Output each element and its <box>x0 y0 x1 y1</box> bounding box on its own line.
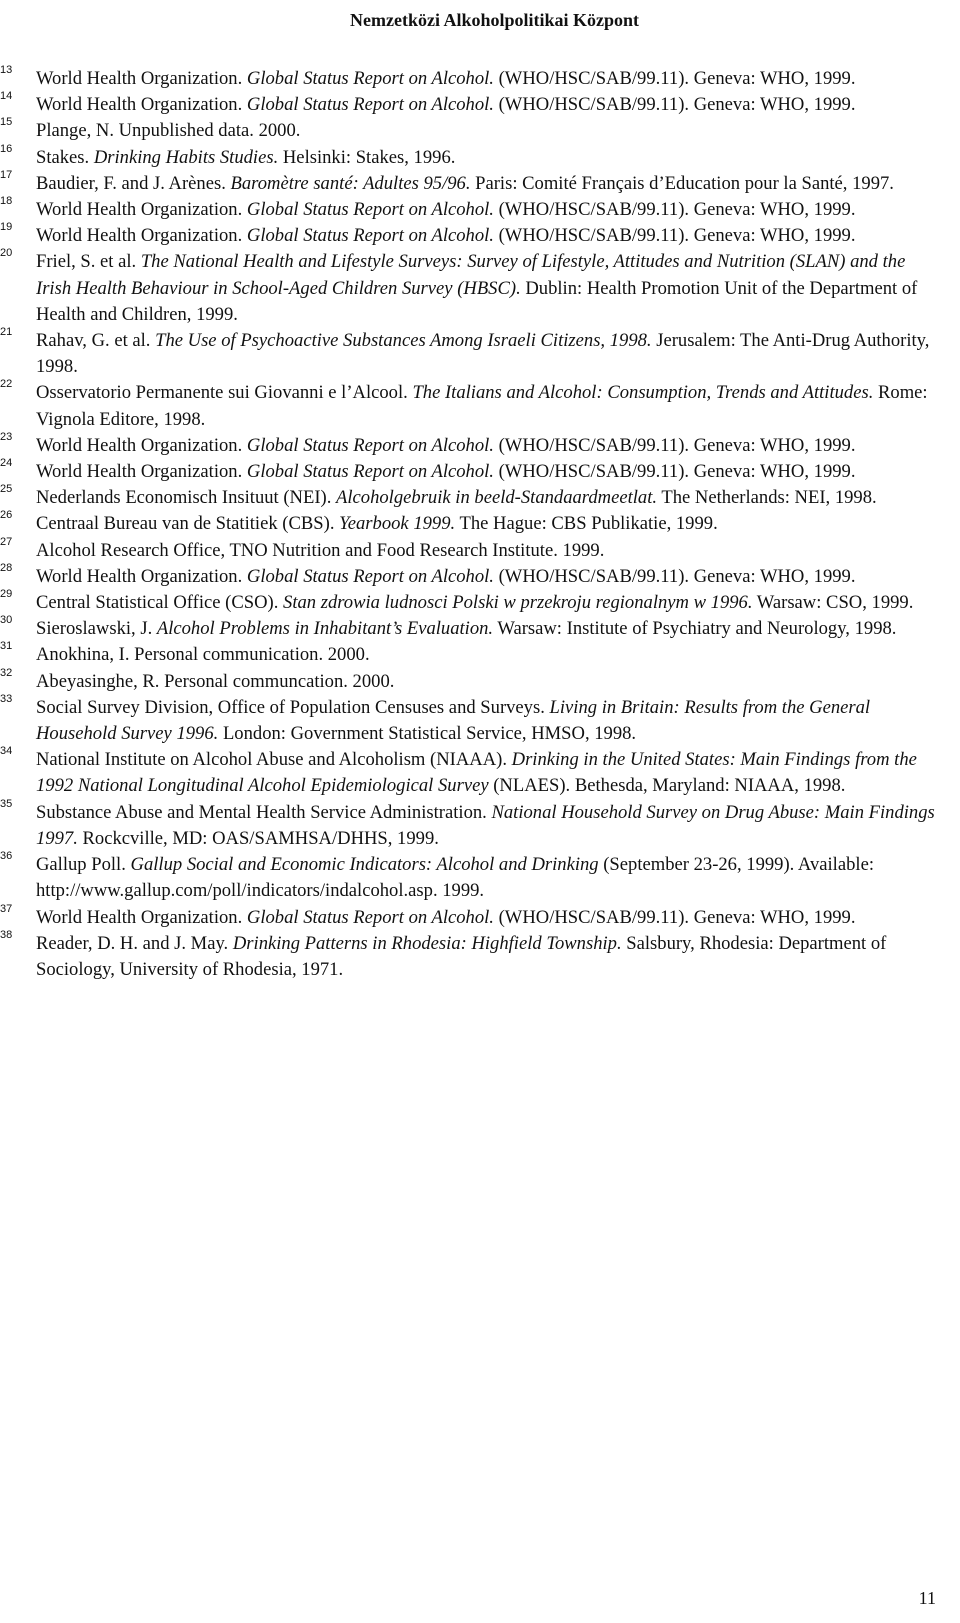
reference-segment: Osservatorio Permanente sui Giovanni e l’Alcool. <box>36 382 413 404</box>
reference-item <box>0 747 960 799</box>
reference-text <box>36 564 938 590</box>
reference-segment: Reader, D. H. and J. May. <box>36 932 233 954</box>
reference-segment: The Netherlands: NEI, 1998. <box>657 487 877 509</box>
reference-segment: World Health Organization. <box>36 199 247 221</box>
reference-segment: (NLAES). Bethesda, Maryland: NIAAA, 1998. <box>488 775 846 797</box>
reference-item <box>0 928 960 983</box>
reference-number: 19 <box>0 221 13 234</box>
reference-segment: Baudier, F. and J. Arènes. <box>36 172 231 194</box>
reference-text <box>36 92 938 118</box>
reference-item <box>0 118 960 144</box>
reference-number: 33 <box>0 692 13 705</box>
reference-text <box>36 852 938 904</box>
reference-number: 38 <box>0 928 13 941</box>
reference-segment: The Hague: CBS Publikatie, 1999. <box>455 513 718 535</box>
reference-text <box>36 145 938 171</box>
reference-title: Global Status Report on Alcohol. <box>246 68 494 89</box>
reference-title: Drinking in the United States: Main Findings from the 1992 National Longitudinal Alcohol Epidemiological Survey <box>36 749 917 797</box>
reference-title: Alcoholgebruik in beeld-Standaardmeetlat. <box>336 487 658 509</box>
reference-segment: World Health Organization. <box>36 461 247 483</box>
reference-number: 31 <box>0 640 13 653</box>
reference-text <box>36 695 938 747</box>
reference-number: 25 <box>0 483 13 496</box>
reference-text <box>36 223 938 249</box>
reference-number: 22 <box>0 378 13 391</box>
reference-segment: (September 23-26, 1999). Available: http://www.gallup.com/poll/indicators/indalcohol.asp. 1999. <box>36 854 874 902</box>
reference-segment: World Health Organization. <box>36 434 247 456</box>
reference-segment: (WHO/HSC/SAB/99.11). Geneva: WHO, 1999. <box>493 565 856 587</box>
reference-segment: (WHO/HSC/SAB/99.11). Geneva: WHO, 1999. <box>493 225 856 247</box>
reference-text <box>36 616 938 642</box>
reference-segment: Centraal Bureau van de Statitiek (CBS). <box>36 513 340 535</box>
reference-segment: (WHO/HSC/SAB/99.11). Geneva: WHO, 1999. <box>493 68 856 89</box>
reference-text <box>36 459 938 485</box>
reference-number: 36 <box>0 850 13 863</box>
reference-item <box>0 380 960 432</box>
reference-segment: (WHO/HSC/SAB/99.11). Geneva: WHO, 1999. <box>493 434 856 456</box>
reference-number: 29 <box>0 588 13 601</box>
reference-title: Drinking Patterns in Rhodesia: Highfield Township. <box>232 932 622 954</box>
reference-text <box>36 66 938 92</box>
reference-item <box>0 561 960 590</box>
reference-title: Drinking Habits Studies. <box>93 146 279 168</box>
reference-segment: (WHO/HSC/SAB/99.11). Geneva: WHO, 1999. <box>493 461 856 483</box>
reference-item <box>0 142 960 171</box>
reference-text <box>36 931 938 983</box>
reference-item <box>0 616 960 642</box>
reference-item <box>0 249 960 328</box>
reference-number: 15 <box>0 116 13 129</box>
reference-segment: World Health Organization. <box>36 68 247 89</box>
reference-item <box>0 197 960 223</box>
reference-text <box>36 511 938 537</box>
reference-segment: National Institute on Alcohol Abuse and Alcoholism (NIAAA). <box>36 749 512 771</box>
reference-title: Global Status Report on Alcohol. <box>246 434 494 456</box>
reference-item <box>0 797 960 852</box>
reference-number: 30 <box>0 614 13 627</box>
reference-number: 26 <box>0 509 13 522</box>
page-number: 11 <box>918 1588 936 1608</box>
header-title: Nemzetközi Alkoholpolitikai Központ <box>349 9 639 30</box>
reference-segment: Anokhina, I. Personal communication. 2000. <box>36 644 370 666</box>
reference-number: 23 <box>0 430 13 443</box>
reference-text <box>36 642 938 668</box>
reference-item <box>0 66 960 92</box>
reference-segment: Central Statistical Office (CSO). <box>36 592 284 614</box>
reference-number: 35 <box>0 797 13 810</box>
reference-segment: World Health Organization. <box>36 565 247 587</box>
reference-segment: World Health Organization. <box>36 906 247 928</box>
reference-title: Yearbook 1999. <box>339 513 456 535</box>
reference-segment: Rockcville, MD: OAS/SAMHSA/DHHS, 1999. <box>77 827 439 849</box>
reference-number: 18 <box>0 195 13 208</box>
reference-number: 34 <box>0 745 13 758</box>
reference-number: 17 <box>0 168 13 181</box>
reference-segment: Warsaw: Institute of Psychiatry and Neurology, 1998. <box>493 618 897 640</box>
reference-number: 21 <box>0 326 13 339</box>
reference-segment: Nederlands Economisch Insituut (NEI). <box>36 487 337 509</box>
reference-number: 37 <box>0 902 13 915</box>
reference-title: Alcohol Problems in Inhabitant’s Evaluation. <box>156 618 494 640</box>
reference-segment: Rahav, G. et al. <box>36 330 156 352</box>
reference-item <box>0 459 960 485</box>
reference-item <box>0 430 960 459</box>
reference-segment: (WHO/HSC/SAB/99.11). Geneva: WHO, 1999. <box>493 94 856 116</box>
reference-title: The Italians and Alcohol: Consumption, Trends and Attitudes. <box>412 382 874 404</box>
reference-number: 13 <box>0 64 13 76</box>
reference-segment: Warsaw: CSO, 1999. <box>752 592 914 614</box>
reference-item <box>0 666 960 695</box>
reference-title: Gallup Social and Economic Indicators: Alcohol and Drinking <box>130 854 599 876</box>
reference-text <box>36 433 938 459</box>
reference-segment: Sieroslawski, J. <box>36 618 157 640</box>
reference-text <box>36 669 938 695</box>
references-list <box>0 66 960 983</box>
reference-segment: Jerusalem: The Anti-Drug Authority, 1998. <box>36 330 930 378</box>
reference-item <box>0 328 960 380</box>
reference-segment: (WHO/HSC/SAB/99.11). Geneva: WHO, 1999. <box>493 906 856 928</box>
reference-segment: Dublin: Health Promotion Unit of the Department of Health and Children, 1999. <box>36 277 918 325</box>
reference-segment: World Health Organization. <box>36 225 247 247</box>
reference-number: 16 <box>0 142 13 155</box>
reference-item <box>0 168 960 197</box>
reference-title: Baromètre santé: Adultes 95/96. <box>230 172 471 194</box>
reference-title: Global Status Report on Alcohol. <box>246 199 494 221</box>
reference-segment: Helsinki: Stakes, 1996. <box>278 146 456 168</box>
reference-text <box>36 249 938 328</box>
reference-text <box>36 118 938 144</box>
reference-segment: Social Survey Division, Office of Population Censuses and Surveys. <box>36 696 550 718</box>
reference-text <box>36 328 938 380</box>
reference-number: 32 <box>0 666 13 679</box>
reference-item <box>0 485 960 511</box>
reference-text <box>36 171 938 197</box>
reference-text <box>36 380 938 432</box>
reference-segment: Paris: Comité Français d’Education pour la Santé, 1997. <box>470 172 894 194</box>
reference-text <box>36 485 938 511</box>
reference-text <box>36 747 938 799</box>
reference-segment: Stakes. <box>36 146 94 168</box>
reference-title: The National Health and Lifestyle Surveys: Survey of Lifestyle, Attitudes and Nutrition (SLAN) and the Irish Health Behaviour in School-Aged Children Survey (HBSC). <box>36 251 906 299</box>
reference-number: 28 <box>0 561 13 574</box>
reference-segment: Gallup Poll. <box>36 854 131 876</box>
reference-text <box>36 590 938 616</box>
reference-number: 20 <box>0 247 13 260</box>
page-header <box>0 0 960 40</box>
reference-segment: Plange, N. Unpublished data. 2000. <box>36 120 301 142</box>
reference-title: National Household Survey on Drug Abuse: Main Findings 1997. <box>36 801 935 849</box>
reference-title: Global Status Report on Alcohol. <box>246 225 494 247</box>
reference-segment: (WHO/HSC/SAB/99.11). Geneva: WHO, 1999. <box>493 199 856 221</box>
reference-title: Global Status Report on Alcohol. <box>246 565 494 587</box>
reference-title: Living in Britain: Results from the General Household Survey 1996. <box>36 696 871 745</box>
reference-item <box>0 590 960 616</box>
reference-segment: Substance Abuse and Mental Health Service Administration. <box>36 801 492 823</box>
reference-title: Stan zdrowia ludnosci Polski w przekroju regionalnym w 1996. <box>283 592 753 614</box>
reference-segment: London: Government Statistical Service, HMSO, 1998. <box>218 723 637 745</box>
reference-number: 27 <box>0 535 13 548</box>
reference-text <box>36 800 938 852</box>
reference-title: The Use of Psychoactive Substances Among Israeli Citizens, 1998. <box>155 330 652 352</box>
reference-text <box>36 538 938 564</box>
reference-item <box>0 223 960 249</box>
reference-item <box>0 535 960 564</box>
reference-title: Global Status Report on Alcohol. <box>246 94 494 116</box>
reference-text <box>36 197 938 223</box>
reference-segment: World Health Organization. <box>36 94 247 116</box>
reference-segment: Salsbury, Rhodesia: Department of Sociology, University of Rhodesia, 1971. <box>36 932 887 980</box>
reference-segment: Alcohol Research Office, TNO Nutrition and Food Research Institute. 1999. <box>36 539 605 561</box>
reference-title: Global Status Report on Alcohol. <box>246 906 494 928</box>
reference-item <box>0 511 960 537</box>
reference-segment: Abeyasinghe, R. Personal communcation. 2000. <box>36 670 395 692</box>
reference-segment: Rome: Vignola Editore, 1998. <box>36 382 928 430</box>
reference-title: Global Status Report on Alcohol. <box>246 461 494 483</box>
reference-item <box>0 692 960 747</box>
reference-item <box>0 642 960 668</box>
reference-number: 24 <box>0 457 13 470</box>
reference-text <box>36 905 938 931</box>
reference-item <box>0 902 960 931</box>
reference-segment: Friel, S. et al. <box>36 251 141 273</box>
reference-number: 14 <box>0 90 13 103</box>
reference-item <box>0 852 960 904</box>
reference-item <box>0 92 960 118</box>
